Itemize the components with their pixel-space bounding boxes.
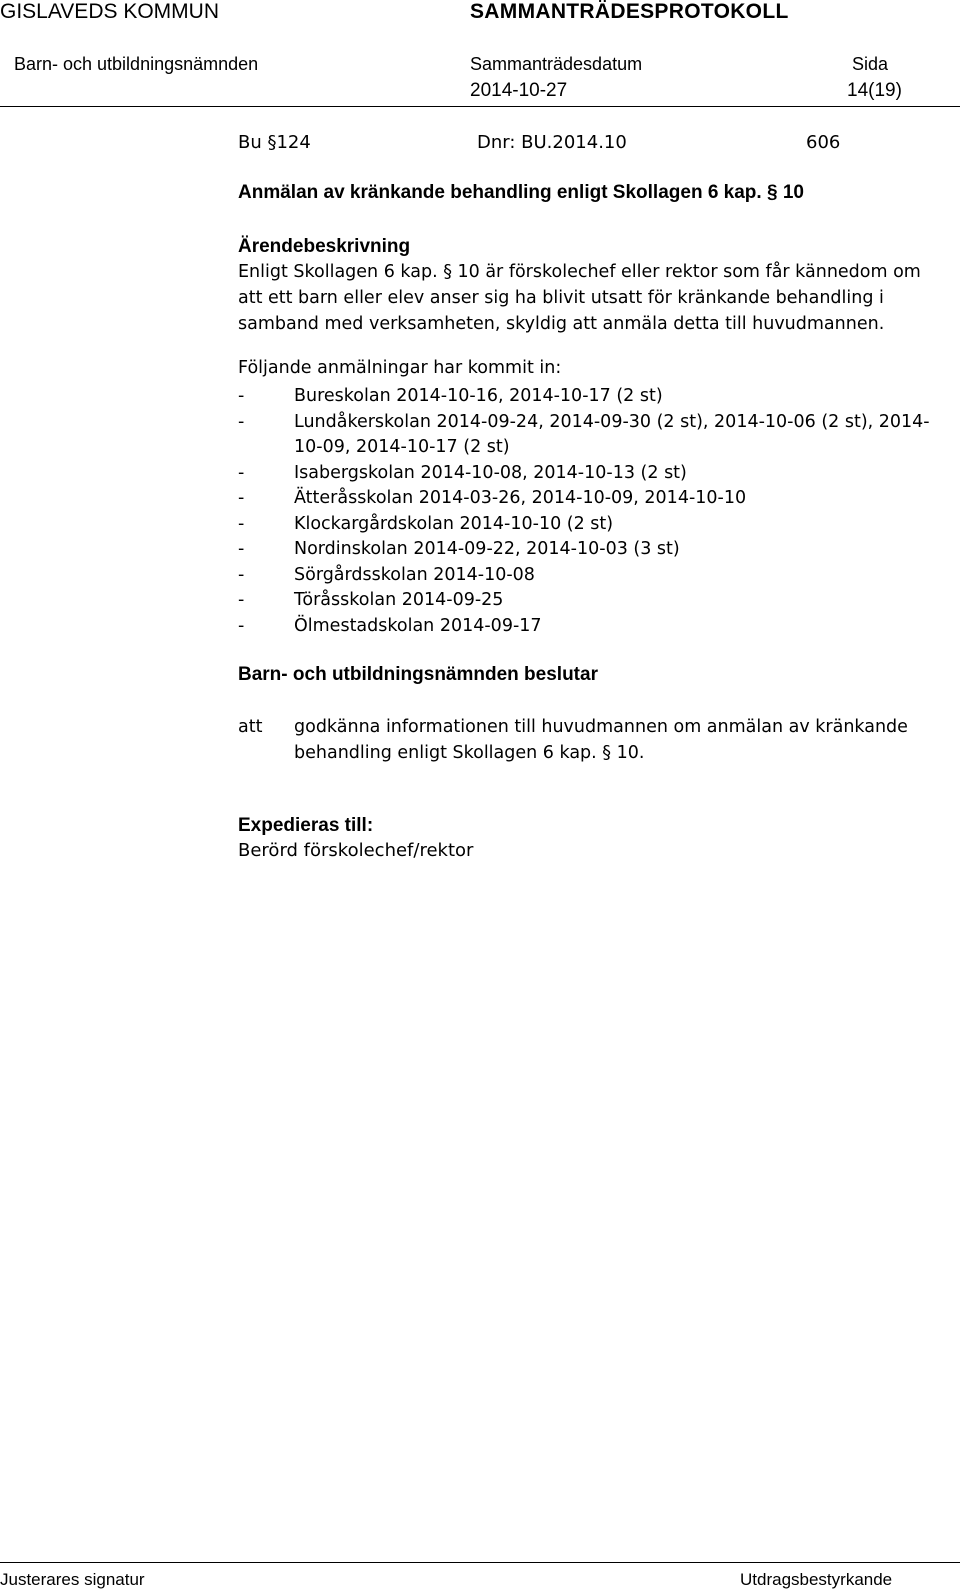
decision-text: godkänna informationen till huvudmannen om anmälan av kränkande behandling enligt Skollagen 6 kap. § 10. — [294, 717, 908, 763]
case-title: Anmälan av kränkande behandling enligt Skollagen 6 kap. § 10 — [238, 182, 804, 203]
decision-att: att — [238, 717, 263, 737]
list-item — [238, 461, 938, 487]
case-number: Bu §124 — [238, 132, 311, 153]
reports-intro: Följande anmälningar har kommit in: — [238, 358, 562, 378]
decision-heading: Barn- och utbildningsnämnden beslutar — [238, 664, 598, 685]
list-dash: - — [238, 564, 245, 585]
school-report: Töråsskolan 2014-09-25 — [294, 590, 504, 610]
registry-number: Dnr: BU.2014.10 — [477, 132, 627, 153]
school-report: Bureskolan 2014-10-16, 2014-10-17 (2 st) — [294, 386, 663, 406]
list-dash: - — [238, 590, 245, 610]
distribution-recipient: Berörd förskolechef/rektor — [238, 840, 474, 861]
extract-certification-label: Utdragsbestyrkande — [740, 1570, 893, 1589]
list-dash: - — [238, 615, 245, 636]
description-line: Enligt Skollagen 6 kap. § 10 är förskolechef eller rektor som får kännedom om — [238, 262, 921, 282]
school-report: Klockargårdskolan 2014-10-10 (2 st) — [294, 513, 614, 534]
list-dash: - — [238, 488, 245, 508]
school-report: Lundåkerskolan 2014-09-24, 2014-09-30 (2 st), 2014-10-06 (2 st), 2014-10-09, 2014-10-17 (2 st) — [294, 411, 930, 457]
list-dash: - — [238, 513, 245, 534]
document-type-title: SAMMANTRÄDESPROTOKOLL — [470, 0, 789, 23]
list-dash: - — [238, 539, 245, 559]
page-label: Sida — [852, 54, 889, 74]
description-line: samband med verksamheten, skyldig att anmäla detta till huvudmannen. — [238, 314, 885, 334]
school-report: Nordinskolan 2014-09-22, 2014-10-03 (3 st) — [294, 539, 680, 559]
distribution-heading: Expedieras till: — [238, 815, 374, 836]
adjuster-signature-label: Justerares signatur — [0, 1570, 145, 1589]
meeting-date-label: Sammanträdesdatum — [470, 54, 643, 74]
school-report: Isabergskolan 2014-10-08, 2014-10-13 (2 st) — [294, 462, 687, 483]
list-dash: - — [238, 386, 245, 406]
description-heading: Ärendebeskrivning — [238, 236, 411, 257]
description-paragraph — [238, 259, 938, 337]
list-item — [238, 486, 938, 512]
page-number: 14(19) — [847, 80, 902, 101]
decision-block — [238, 714, 938, 766]
registry-code: 606 — [806, 132, 841, 153]
school-report: Ölmestadskolan 2014-09-17 — [294, 615, 542, 636]
school-report: Sörgårdsskolan 2014-10-08 — [294, 564, 535, 585]
list-item — [238, 563, 938, 589]
list-dash: - — [238, 462, 245, 483]
organization-name: GISLAVEDS KOMMUN — [0, 0, 219, 23]
list-item — [238, 512, 938, 538]
list-item — [238, 588, 938, 614]
list-item — [238, 410, 938, 461]
list-item — [238, 614, 938, 640]
header-divider — [0, 106, 960, 107]
description-line: att ett barn eller elev anser sig ha blivit utsatt för kränkande behandling i — [238, 288, 884, 308]
meeting-date: 2014-10-27 — [470, 80, 568, 101]
list-item — [238, 384, 938, 410]
committee-name: Barn- och utbildningsnämnden — [14, 54, 259, 74]
list-dash: - — [238, 411, 245, 432]
footer-divider — [0, 1562, 960, 1563]
school-report: Ätteråsskolan 2014-03-26, 2014-10-09, 2014-10-10 — [294, 488, 747, 508]
school-report-list — [238, 384, 938, 639]
list-item — [238, 537, 938, 563]
